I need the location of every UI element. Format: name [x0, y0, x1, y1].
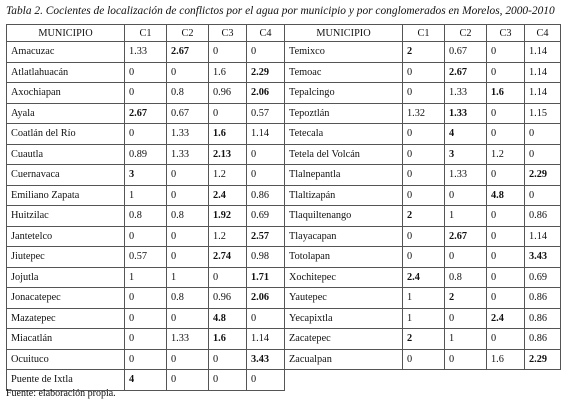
value-cell-c1: 1 [125, 267, 167, 288]
value-cell-c1: 1 [403, 308, 445, 329]
value-cell-c3: 0 [487, 247, 525, 268]
value-cell-c4: 0 [247, 370, 285, 391]
value-cell-c3: 1.2 [209, 226, 247, 247]
value-cell-c3: 0.96 [209, 83, 247, 104]
value-cell-c1: 1 [125, 185, 167, 206]
municipio-cell: Jantetelco [7, 226, 125, 247]
municipio-cell: Ocuituco [7, 349, 125, 370]
value-cell-c3: 0 [487, 206, 525, 227]
value-cell-c3: 0 [209, 370, 247, 391]
value-cell-c4: 0.86 [525, 288, 561, 309]
value-cell-c3: 0 [209, 103, 247, 124]
header-municipio-right: MUNICIPIO [285, 25, 403, 42]
value-cell-c2: 1 [167, 267, 209, 288]
value-cell-c3: 0 [209, 42, 247, 63]
municipio-cell: Tlayacapan [285, 226, 403, 247]
value-cell-c4: 0 [247, 144, 285, 165]
value-cell-c2: 1 [445, 206, 487, 227]
value-cell-c1: 0 [125, 83, 167, 104]
value-cell-c3: 0 [487, 288, 525, 309]
value-cell-c3: 1.6 [487, 349, 525, 370]
municipio-cell: Axochiapan [7, 83, 125, 104]
value-cell-c4: 2.06 [247, 83, 285, 104]
value-cell-c4: 1.14 [247, 329, 285, 350]
value-cell-c2: 0 [445, 247, 487, 268]
value-cell-c3: 2.74 [209, 247, 247, 268]
value-cell-c2: 0 [167, 247, 209, 268]
header-c3-left: C3 [209, 25, 247, 42]
value-cell-c2: 2.67 [167, 42, 209, 63]
value-cell-c1: 2 [403, 42, 445, 63]
value-cell-c1: 0 [125, 308, 167, 329]
value-cell-c3: 4.8 [209, 308, 247, 329]
value-cell-c2: 0.67 [167, 103, 209, 124]
table-caption: Tabla 2. Cocientes de localización de conflictos por el agua por municipio y por conglomerados en Morelos, 2000-2010 [6, 5, 555, 17]
municipio-cell: Jiutepec [7, 247, 125, 268]
value-cell-c1: 0.89 [125, 144, 167, 165]
table-row [7, 144, 561, 165]
value-cell-c1: 2.67 [125, 103, 167, 124]
value-cell-c4: 2.29 [525, 165, 561, 186]
value-cell-c3: 0 [487, 124, 525, 145]
municipio-cell: Coatlán del Río [7, 124, 125, 145]
value-cell-c2: 0 [167, 226, 209, 247]
municipio-cell: Zacualpan [285, 349, 403, 370]
municipio-cell: Temoac [285, 62, 403, 83]
value-cell-c2: 2 [445, 288, 487, 309]
value-cell-c3: 2.13 [209, 144, 247, 165]
value-cell-c1: 0 [403, 226, 445, 247]
municipio-cell: Ayala [7, 103, 125, 124]
value-cell-c1: 4 [125, 370, 167, 391]
table-row [7, 103, 561, 124]
value-cell-c4: 0.69 [525, 267, 561, 288]
value-cell-c4: 0 [247, 308, 285, 329]
value-cell-c2: 1.33 [445, 83, 487, 104]
value-cell-c4: 0 [247, 42, 285, 63]
value-cell-c3: 0 [487, 267, 525, 288]
value-cell-c3: 1.6 [487, 83, 525, 104]
value-cell-c4: 0 [525, 185, 561, 206]
value-cell-c2: 0.8 [167, 83, 209, 104]
value-cell-c2: 0 [445, 308, 487, 329]
value-cell-c1: 0 [403, 349, 445, 370]
value-cell-c1: 0 [403, 185, 445, 206]
municipio-cell: Xochitepec [285, 267, 403, 288]
value-cell-c4: 0 [247, 165, 285, 186]
value-cell-c1: 0.8 [125, 206, 167, 227]
value-cell-c3: 0 [487, 226, 525, 247]
value-cell-c3: 2.4 [209, 185, 247, 206]
value-cell-c3: 1.92 [209, 206, 247, 227]
empty-cell [403, 370, 445, 391]
value-cell-c1: 0 [125, 349, 167, 370]
municipio-cell: Cuautla [7, 144, 125, 165]
value-cell-c2: 0.8 [167, 206, 209, 227]
value-cell-c1: 1.33 [125, 42, 167, 63]
value-cell-c4: 0 [525, 124, 561, 145]
value-cell-c3: 0.96 [209, 288, 247, 309]
header-municipio-left: MUNICIPIO [7, 25, 125, 42]
value-cell-c1: 0 [403, 62, 445, 83]
value-cell-c1: 0 [125, 124, 167, 145]
value-cell-c3: 4.8 [487, 185, 525, 206]
municipio-cell: Huitzilac [7, 206, 125, 227]
header-c1-left: C1 [125, 25, 167, 42]
source-note: Fuente: elaboración propia. [6, 388, 116, 399]
header-c4-right: C4 [525, 25, 561, 42]
empty-cell [285, 370, 403, 391]
municipio-cell: Jojutla [7, 267, 125, 288]
municipio-cell: Yautepec [285, 288, 403, 309]
value-cell-c4: 0.86 [247, 185, 285, 206]
value-cell-c1: 2 [403, 206, 445, 227]
value-cell-c1: 0 [125, 329, 167, 350]
header-c1-right: C1 [403, 25, 445, 42]
value-cell-c4: 1.15 [525, 103, 561, 124]
value-cell-c4: 3.43 [525, 247, 561, 268]
value-cell-c2: 0 [445, 349, 487, 370]
value-cell-c2: 0.67 [445, 42, 487, 63]
value-cell-c2: 1.33 [167, 124, 209, 145]
value-cell-c4: 0.69 [247, 206, 285, 227]
table-row [7, 185, 561, 206]
value-cell-c1: 2.4 [403, 267, 445, 288]
municipio-cell: Amacuzac [7, 42, 125, 63]
value-cell-c2: 0 [167, 62, 209, 83]
value-cell-c2: 0 [167, 370, 209, 391]
value-cell-c4: 1.14 [525, 62, 561, 83]
value-cell-c2: 1.33 [167, 144, 209, 165]
table-row [7, 42, 561, 63]
value-cell-c2: 1.33 [445, 103, 487, 124]
table-row [7, 226, 561, 247]
table-row [7, 62, 561, 83]
table-row [7, 83, 561, 104]
table-row [7, 308, 561, 329]
table-row [7, 288, 561, 309]
value-cell-c4: 1.71 [247, 267, 285, 288]
value-cell-c4: 2.57 [247, 226, 285, 247]
value-cell-c1: 0 [125, 288, 167, 309]
value-cell-c3: 1.6 [209, 124, 247, 145]
municipio-cell: Tetela del Volcán [285, 144, 403, 165]
value-cell-c2: 0.8 [167, 288, 209, 309]
value-cell-c4: 2.29 [247, 62, 285, 83]
value-cell-c2: 1 [445, 329, 487, 350]
value-cell-c3: 0 [487, 42, 525, 63]
municipio-cell: Mazatepec [7, 308, 125, 329]
value-cell-c1: 0 [403, 247, 445, 268]
empty-cell [525, 370, 561, 391]
value-cell-c4: 0 [525, 144, 561, 165]
value-cell-c2: 0 [167, 185, 209, 206]
value-cell-c4: 1.14 [525, 226, 561, 247]
table-body [7, 42, 561, 391]
table-row [7, 124, 561, 145]
municipio-cell: Zacatepec [285, 329, 403, 350]
empty-cell [487, 370, 525, 391]
value-cell-c2: 0.8 [445, 267, 487, 288]
municipio-cell: Tetecala [285, 124, 403, 145]
value-cell-c4: 1.14 [525, 42, 561, 63]
value-cell-c4: 2.29 [525, 349, 561, 370]
value-cell-c2: 0 [167, 165, 209, 186]
table-row [7, 267, 561, 288]
value-cell-c4: 0.98 [247, 247, 285, 268]
value-cell-c3: 0 [209, 267, 247, 288]
value-cell-c3: 1.6 [209, 62, 247, 83]
value-cell-c2: 1.33 [167, 329, 209, 350]
value-cell-c1: 1.32 [403, 103, 445, 124]
value-cell-c3: 2.4 [487, 308, 525, 329]
value-cell-c2: 4 [445, 124, 487, 145]
municipio-cell: Temixco [285, 42, 403, 63]
table-row [7, 329, 561, 350]
table-row [7, 370, 561, 391]
value-cell-c1: 0 [403, 124, 445, 145]
value-cell-c4: 3.43 [247, 349, 285, 370]
header-c4-left: C4 [247, 25, 285, 42]
value-cell-c4: 0.86 [525, 329, 561, 350]
header-row [7, 25, 561, 42]
value-cell-c3: 1.2 [209, 165, 247, 186]
header-c3-right: C3 [487, 25, 525, 42]
value-cell-c3: 0 [487, 103, 525, 124]
municipio-cell: Miacatlán [7, 329, 125, 350]
value-cell-c4: 1.14 [525, 83, 561, 104]
table-row [7, 206, 561, 227]
value-cell-c1: 0 [403, 165, 445, 186]
value-cell-c2: 3 [445, 144, 487, 165]
municipio-cell: Tlaquiltenango [285, 206, 403, 227]
value-cell-c3: 1.6 [209, 329, 247, 350]
municipio-cell: Cuernavaca [7, 165, 125, 186]
table-row [7, 247, 561, 268]
value-cell-c4: 0.86 [525, 206, 561, 227]
value-cell-c4: 1.14 [247, 124, 285, 145]
value-cell-c1: 0 [125, 226, 167, 247]
value-cell-c1: 3 [125, 165, 167, 186]
value-cell-c4: 0.57 [247, 103, 285, 124]
municipio-cell: Emiliano Zapata [7, 185, 125, 206]
value-cell-c1: 0.57 [125, 247, 167, 268]
municipio-cell: Tepoztlán [285, 103, 403, 124]
value-cell-c3: 0 [487, 165, 525, 186]
municipio-cell: Tlalnepantla [285, 165, 403, 186]
value-cell-c1: 1 [403, 288, 445, 309]
municipio-cell: Tlaltizapán [285, 185, 403, 206]
header-c2-left: C2 [167, 25, 209, 42]
value-cell-c1: 0 [125, 62, 167, 83]
value-cell-c3: 0 [209, 349, 247, 370]
value-cell-c1: 0 [403, 83, 445, 104]
conflict-quotient-table [6, 24, 561, 391]
value-cell-c2: 1.33 [445, 165, 487, 186]
value-cell-c3: 0 [487, 62, 525, 83]
municipio-cell: Jonacatepec [7, 288, 125, 309]
value-cell-c2: 0 [167, 308, 209, 329]
municipio-cell: Atlatlahuacán [7, 62, 125, 83]
value-cell-c1: 2 [403, 329, 445, 350]
empty-cell [445, 370, 487, 391]
value-cell-c2: 2.67 [445, 226, 487, 247]
value-cell-c4: 2.06 [247, 288, 285, 309]
municipio-cell: Totolapan [285, 247, 403, 268]
municipio-cell: Puente de Ixtla [7, 370, 125, 391]
table-row [7, 349, 561, 370]
municipio-cell: Yecapixtla [285, 308, 403, 329]
value-cell-c4: 0.86 [525, 308, 561, 329]
municipio-cell: Tepalcingo [285, 83, 403, 104]
value-cell-c3: 0 [487, 329, 525, 350]
value-cell-c2: 0 [445, 185, 487, 206]
header-c2-right: C2 [445, 25, 487, 42]
value-cell-c2: 0 [167, 349, 209, 370]
table-row [7, 165, 561, 186]
value-cell-c1: 0 [403, 144, 445, 165]
value-cell-c2: 2.67 [445, 62, 487, 83]
value-cell-c3: 1.2 [487, 144, 525, 165]
